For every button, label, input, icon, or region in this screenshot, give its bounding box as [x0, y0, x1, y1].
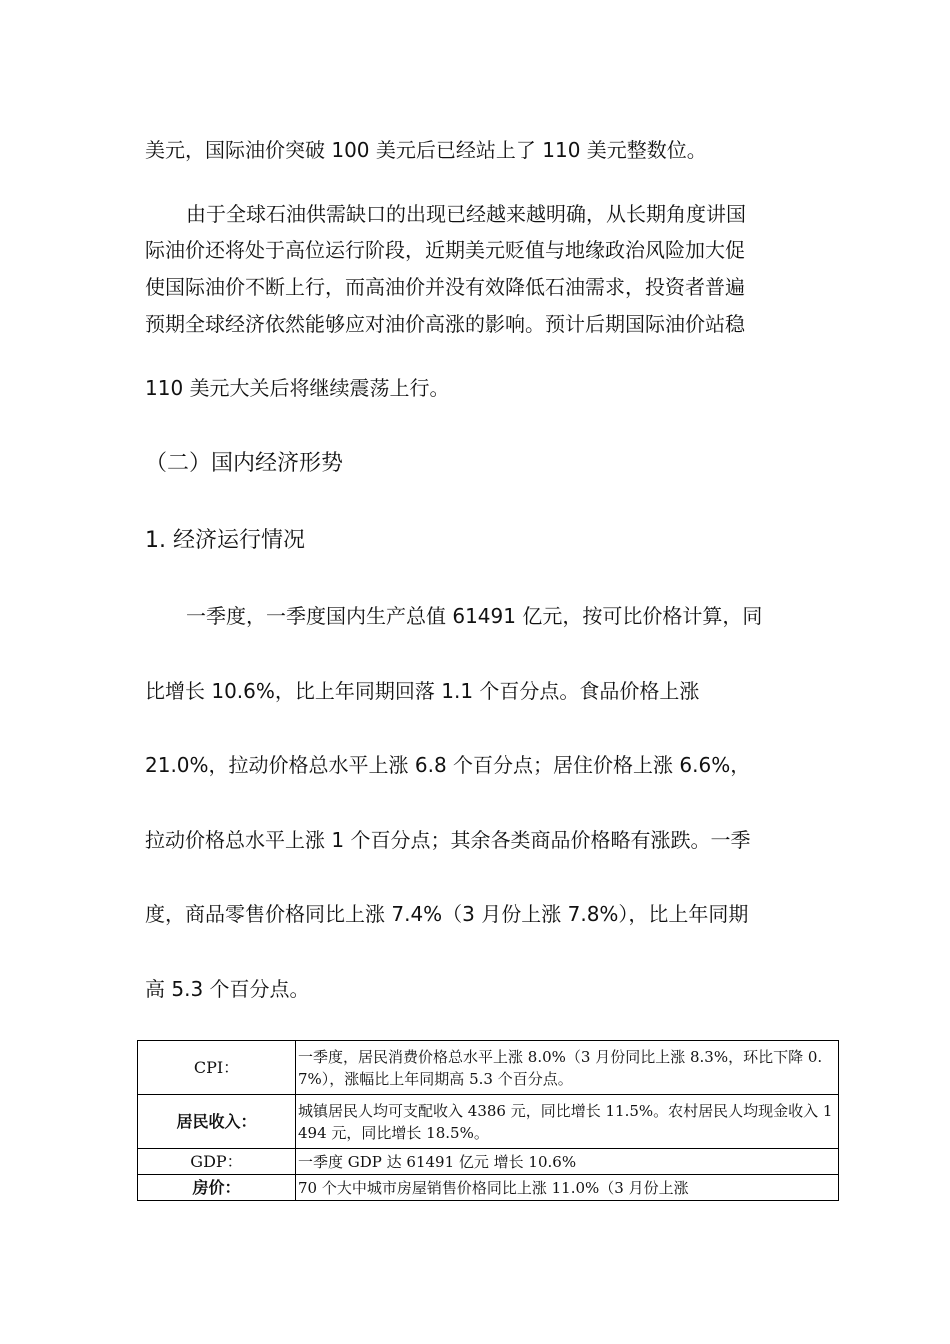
table-row-value: 一季度，居民消费价格总水平上涨 8.0%（3 月份同比上涨 8.3%，环比下降 0.7%），涨幅比上年同期高 5.3 个百分点。	[296, 1041, 839, 1095]
table-row-value: 70 个大中城市房屋销售价格同比上涨 11.0%（3 月份上涨	[296, 1175, 839, 1201]
paragraph-line: 21.0%，拉动价格总水平上涨 6.8 个百分点；居住价格上涨 6.6%，	[145, 753, 751, 777]
paragraph-line: 由于全球石油供需缺口的出现已经越来越明确，从长期角度讲国	[186, 202, 746, 226]
table-row-label: GDP：	[138, 1149, 296, 1175]
table-row-value: 城镇居民人均可支配收入 4386 元，同比增长 11.5%。农村居民人均现金收入 1494 元，同比增长 18.5%。	[296, 1095, 839, 1149]
table-row	[138, 1149, 839, 1175]
paragraph-line: 110 美元大关后将继续震荡上行。	[145, 376, 450, 400]
paragraph-line: 使国际油价不断上行，而高油价并没有效降低石油需求，投资者普遍	[145, 275, 745, 299]
paragraph-line: 拉动价格总水平上涨 1 个百分点；其余各类商品价格略有涨跌。一季	[145, 828, 751, 852]
paragraph-line: 预期全球经济依然能够应对油价高涨的影响。预计后期国际油价站稳	[145, 312, 745, 336]
paragraph-line: 一季度，一季度国内生产总值 61491 亿元，按可比价格计算，同	[186, 604, 763, 628]
table-row-label: 房价：	[138, 1175, 296, 1201]
section-heading: （二）国内经济形势	[145, 451, 344, 476]
paragraph-line: 际油价还将处于高位运行阶段，近期美元贬值与地缘政治风险加大促	[145, 238, 745, 262]
paragraph-line: 高 5.3 个百分点。	[145, 977, 310, 1001]
paragraph-line: 比增长 10.6%，比上年同期回落 1.1 个百分点。食品价格上涨	[145, 679, 700, 703]
table-row	[138, 1041, 839, 1095]
table-row	[138, 1175, 839, 1201]
subsection-heading: 1. 经济运行情况	[145, 528, 305, 553]
economic-indicators-table	[137, 1040, 839, 1201]
table-row-value: 一季度 GDP 达 61491 亿元 增长 10.6%	[296, 1149, 839, 1175]
table-row-label: 居民收入：	[138, 1095, 296, 1149]
paragraph-line: 度，商品零售价格同比上涨 7.4%（3 月份上涨 7.8%），比上年同期	[145, 902, 749, 926]
table-row	[138, 1095, 839, 1149]
table-row-label: CPI：	[138, 1041, 296, 1095]
paragraph-line: 美元，国际油价突破 100 美元后已经站上了 110 美元整数位。	[145, 138, 707, 162]
